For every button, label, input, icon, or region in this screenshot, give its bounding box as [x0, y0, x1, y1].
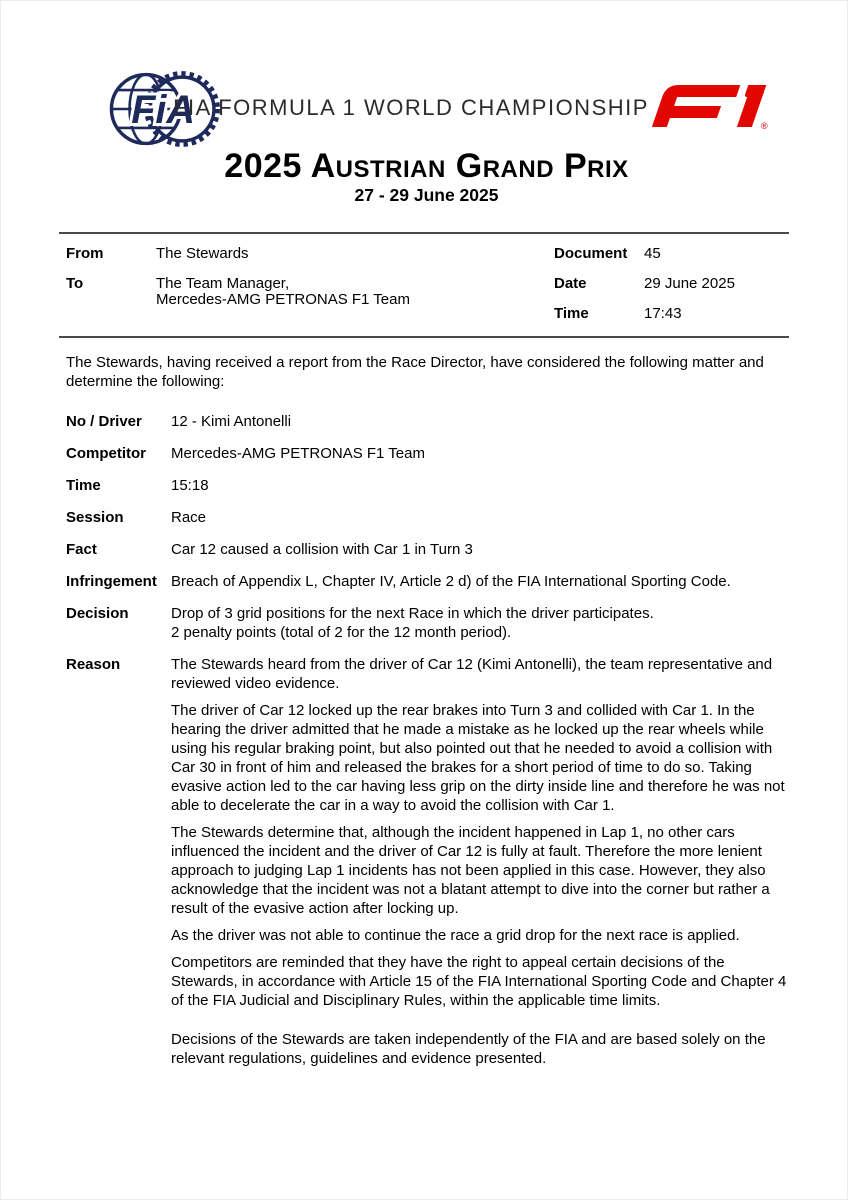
championship-wordmark: FIA FORMULA 1 WORLD CHAMPIONSHIP	[173, 95, 649, 120]
document-label: Document	[554, 245, 628, 262]
fia-logo-text: FiA	[131, 87, 196, 132]
reason-paragraph-3: The Stewards determine that, although the incident happened in Lap 1, no other cars influenced the incident and the driver of Car 12 is fully at fault. Therefore the more lenient approach to judging Lap 1 incidents has not been applied in this case. However, they also acknowledge that the incident was not a blatant attempt to dive into the corner but rather a result of the evasive action after locking up.	[171, 824, 770, 917]
fact-value: Car 12 caused a collision with Car 1 in Turn 3	[171, 541, 473, 558]
meta-row-date	[554, 276, 787, 292]
detail-row-session	[66, 508, 787, 527]
time-label: Time	[554, 305, 589, 322]
infringement-label: Infringement	[66, 573, 157, 590]
meta-row-to	[66, 276, 554, 308]
from-label: From	[66, 245, 104, 262]
detail-row-time	[66, 476, 787, 495]
detail-row-fact	[66, 540, 787, 559]
event-dates: 27 - 29 June 2025	[354, 185, 499, 205]
f1-registered-mark: ®	[761, 121, 768, 131]
to-label: To	[66, 275, 84, 292]
reason-paragraph-5: Competitors are reminded that they have the right to appeal certain decisions of the Stewards, in accordance with Article 15 of the FIA International Sporting Code and Chapter 4 of the FIA Judicial and Disciplinary Rules, within the applicable time limits.	[171, 954, 787, 1009]
competitor-value: Mercedes-AMG PETRONAS F1 Team	[171, 445, 425, 462]
reason-label: Reason	[66, 656, 121, 673]
incident-time-label: Time	[66, 477, 101, 494]
reason-paragraph-4: As the driver was not able to continue the race a grid drop for the next race is applied.	[171, 927, 740, 944]
decision-details	[66, 412, 787, 1076]
decision-value	[171, 604, 787, 642]
decision-label: Decision	[66, 605, 129, 622]
infringement-value: Breach of Appendix L, Chapter IV, Article 2 d) of the FIA International Sporting Code.	[171, 573, 731, 590]
event-title: 2025 Austrian Grand Prix	[224, 147, 629, 185]
time-value: 17:43	[644, 305, 682, 322]
divider-bottom	[59, 336, 789, 338]
incident-time-value: 15:18	[171, 477, 209, 494]
decision-line2: 2 penalty points (total of 2 for the 12 month period).	[171, 624, 512, 641]
reason-value	[171, 655, 787, 1076]
fact-label: Fact	[66, 541, 97, 558]
meta-row-from	[66, 246, 554, 262]
session-value: Race	[171, 509, 207, 526]
from-value: The Stewards	[156, 245, 249, 262]
meta-row-time	[554, 306, 787, 322]
detail-row-driver	[66, 412, 787, 431]
to-value-line2: Mercedes-AMG PETRONAS F1 Team	[156, 291, 410, 308]
detail-row-competitor	[66, 444, 787, 463]
document-value: 45	[644, 245, 661, 262]
to-value-line1: The Team Manager,	[156, 275, 290, 292]
detail-row-decision	[66, 604, 787, 642]
reason-paragraph-1: The Stewards heard from the driver of Car 12 (Kimi Antonelli), the team representative and reviewed video evidence.	[171, 656, 773, 692]
independence-note: Decisions of the Stewards are taken independently of the FIA and are based solely on the relevant regulations, guidelines and evidence presented.	[171, 1031, 766, 1067]
driver-value: 12 - Kimi Antonelli	[171, 413, 292, 430]
intro-paragraph: The Stewards, having received a report from the Race Director, have considered the following matter and determine the following:	[66, 354, 764, 390]
meta-table	[66, 234, 787, 336]
detail-row-infringement	[66, 572, 787, 591]
decision-line1: Drop of 3 grid positions for the next Race in which the driver participates.	[171, 605, 654, 622]
competitor-label: Competitor	[66, 445, 146, 462]
meta-row-document	[554, 246, 787, 262]
reason-paragraph-2: The driver of Car 12 locked up the rear brakes into Turn 3 and collided with Car 1. In the hearing the driver admitted that he made a mistake as he locked up the rear wheels while using his regular braking point, but also pointed out that he needed to avoid a collision with Car 30 in front of him and released the brakes for a short period of time to do so. Taking evasive action led to the car having less grip on the dirty inside line and therefore he was not able to decelerate the car in a way to avoid the collision with Car 1.	[171, 702, 785, 814]
date-value: 29 June 2025	[644, 275, 735, 292]
date-label: Date	[554, 275, 587, 292]
driver-label: No / Driver	[66, 413, 142, 430]
detail-row-reason	[66, 655, 787, 1076]
f1-logo-icon	[649, 79, 771, 133]
to-value	[156, 276, 554, 308]
session-label: Session	[66, 509, 124, 526]
